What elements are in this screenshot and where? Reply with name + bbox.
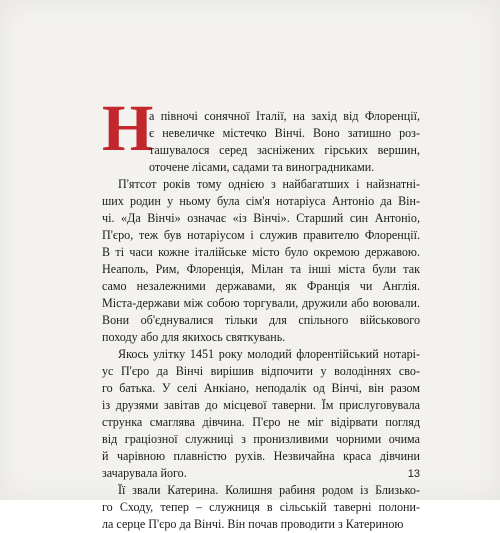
text-line: із друзями завітав до місцевої таверни. Їм прислуговувала [102,398,420,412]
text-line: походу або для якихось святкувань. [102,330,286,344]
text-line: Якось улітку 1451 року молодий флорентійський нотарі- [118,347,420,361]
text-line: П'ятсот років тому однією з найбагатших і найзнатні- [118,177,420,191]
text-line: ус П'єро да Вінчі вирішив відпочити у володіннях сво- [102,364,420,378]
text-line: Вони об'єднувалися тільки для спільного військового [102,313,420,327]
text-line: само незалежними державами, як Франція чи Англія. [102,279,420,293]
text-line: є невеличке містечко Вінчі. Воно затишно роз- [149,126,420,140]
text-line: П'єро, теж був нотаріусом і служив правителю Флоренції. [102,228,420,242]
text-line: го Сходу, тепер – служниця в сільській таверні полони- [102,500,420,514]
paragraph [102,346,420,482]
paragraph [102,176,420,346]
text-line: Міста-держави між собою торгували, дружили або воювали. [102,296,420,310]
text-line: Її звали Катерина. Колишня рабиня родом із Близько- [118,483,420,497]
text-line: оточене лісами, садами та виноградниками. [149,160,375,174]
text-line: й чарівною плавністю рухів. Незвичайна краса дівчини [102,449,420,463]
paragraph [102,108,420,176]
body-text [102,108,420,533]
text-line: ташувалося серед засніжених гірських вершин, [149,143,420,157]
text-line: ла серце П'єро да Вінчі. Він почав проводити з Катериною [102,517,404,531]
text-line: зачарувала його. [102,466,187,480]
text-line: Неаполь, Рим, Флоренція, Мілан та інші міста були так [102,262,420,276]
text-line: а півночі сонячної Італії, на захід від Флоренції, [149,109,420,123]
page-number: 13 [407,468,420,480]
text-line: ших родин у ньому була сім'я нотаріуса Антоніо да Він- [102,194,420,208]
drop-cap: Н [102,92,154,165]
text-line: В ті часи кожне італійське місто було окремою державою. [102,245,420,259]
paragraph [102,482,420,533]
text-line: го батька. У селі Анкіано, неподалік од Вінчі, він разом [102,381,420,395]
text-line: струнка смаглява дівчина. П'єро не міг відірвати погляд [102,415,420,429]
text-line: від граціозної служниці з пронизливими чорними очима [102,432,420,446]
text-line: чі. «Да Вінчі» означає «із Вінчі». Старший син Антоніо, [102,211,420,225]
